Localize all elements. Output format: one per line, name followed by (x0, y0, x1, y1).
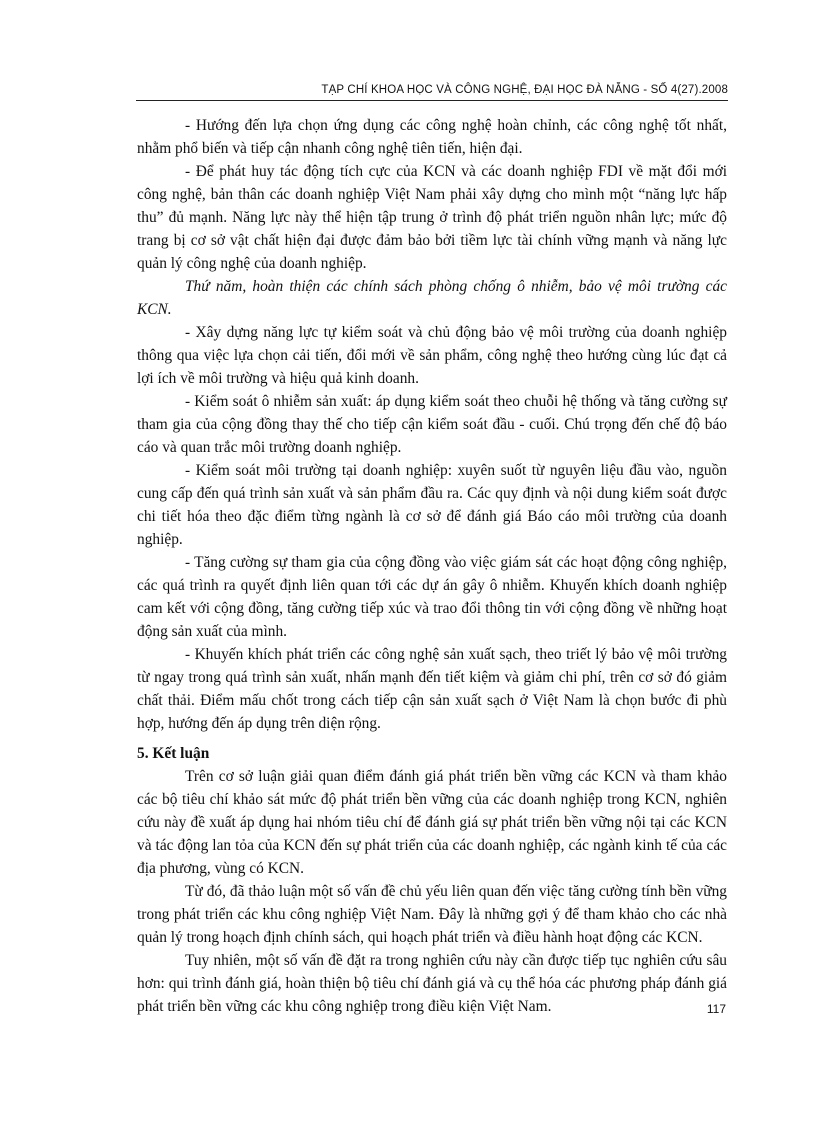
paragraph: - Để phát huy tác động tích cực của KCN và các doanh nghiệp FDI về mặt đổi mới công nghệ, bản thân các doanh nghiệp Việt Nam phải xây dựng cho mình một “năng lực hấp thu” đủ mạnh. Năng lực này thể hiện tập trung ở trình độ phát triển nguồn nhân lực; mức độ trang bị cơ sở vật chất hiện đại được đảm bảo bởi tiềm lực tài chính vững mạnh và năng lực quản lý công nghệ của doanh nghiệp. (137, 163, 727, 272)
paragraph: Tuy nhiên, một số vấn đề đặt ra trong nghiên cứu này cần được tiếp tục nghiên cứu sâu hơn: qui trình đánh giá, hoàn thiện bộ tiêu chí đánh giá và cụ thể hóa các phương pháp đánh giá phát triển bền vững các khu công nghiệp trong điều kiện Việt Nam. (137, 952, 727, 1015)
italic-subheading-paragraph: Thứ năm, hoàn thiện các chính sách phòng chống ô nhiễm, bảo vệ môi trường các KCN. (137, 278, 727, 318)
journal-title: TẠP CHÍ KHOA HỌC VÀ CÔNG NGHỆ, ĐẠI HỌC ĐÀ NẴNG - SỐ 4(27).2008 (321, 84, 728, 96)
section-heading: 5. Kết luận (137, 745, 210, 762)
paragraph: Từ đó, đã thảo luận một số vấn đề chủ yếu liên quan đến việc tăng cường tính bền vững trong phát triển các khu công nghiệp Việt Nam. Đây là những gợi ý để tham khảo cho các nhà quản lý trong hoạch định chính sách, qui hoạch phát triển và điều hành hoạt động các KCN. (137, 883, 727, 946)
paragraph: - Khuyến khích phát triển các công nghệ sản xuất sạch, theo triết lý bảo vệ môi trường từ ngay trong quá trình sản xuất, nhấn mạnh đến tiết kiệm và giảm chi phí, trên cơ sở đó giảm chất thải. Điểm mấu chốt trong cách tiếp cận sản xuất sạch ở Việt Nam là chọn bước đi phù hợp, hướng đến áp dụng trên diện rộng. (137, 646, 727, 732)
article-body (137, 114, 727, 1018)
paragraph: - Kiểm soát môi trường tại doanh nghiệp: xuyên suốt từ nguyên liệu đầu vào, nguồn cung cấp đến quá trình sản xuất và sản phẩm đầu ra. Các quy định và nội dung kiểm soát được chi tiết hóa theo đặc điểm từng ngành là cơ sở để đánh giá Báo cáo môi trường của doanh nghiệp. (137, 462, 727, 548)
running-header (136, 80, 728, 101)
paragraph: - Tăng cường sự tham gia của cộng đồng vào việc giám sát các hoạt động công nghiệp, các quá trình ra quyết định liên quan tới các dự án gây ô nhiễm. Khuyến khích doanh nghiệp cam kết với cộng đồng, tăng cường tiếp xúc và trao đổi thông tin với cộng đồng về những hoạt động sản xuất của mình. (137, 554, 727, 640)
paragraph: - Kiểm soát ô nhiễm sản xuất: áp dụng kiểm soát theo chuỗi hệ thống và tăng cường sự tham gia của cộng đồng thay thế cho tiếp cận kiểm soát đầu - cuối. Chú trọng đến chế độ báo cáo và quan trắc môi trường doanh nghiệp. (137, 393, 727, 456)
paragraph: Trên cơ sở luận giải quan điểm đánh giá phát triển bền vững các KCN và tham khảo các bộ tiêu chí khảo sát mức độ phát triển bền vững của các doanh nghiệp trong KCN, nghiên cứu này đề xuất áp dụng hai nhóm tiêu chí để đánh giá sự phát triển bền vững nội tại các KCN và tác động lan tỏa của KCN đến sự phát triển của các doanh nghiệp, các ngành kinh tế của các địa phương, vùng có KCN. (137, 768, 727, 877)
page-number: 117 (706, 1002, 726, 1016)
paragraph: - Hướng đến lựa chọn ứng dụng các công nghệ hoàn chỉnh, các công nghệ tốt nhất, nhằm phổ biến và tiếp cận nhanh công nghệ tiên tiến, hiện đại. (137, 117, 727, 157)
paragraph: - Xây dựng năng lực tự kiểm soát và chủ động bảo vệ môi trường của doanh nghiệp thông qua việc lựa chọn cải tiến, đổi mới về sản phẩm, công nghệ theo hướng cùng lúc đạt cả lợi ích về môi trường và hiệu quả kinh doanh. (137, 324, 727, 387)
